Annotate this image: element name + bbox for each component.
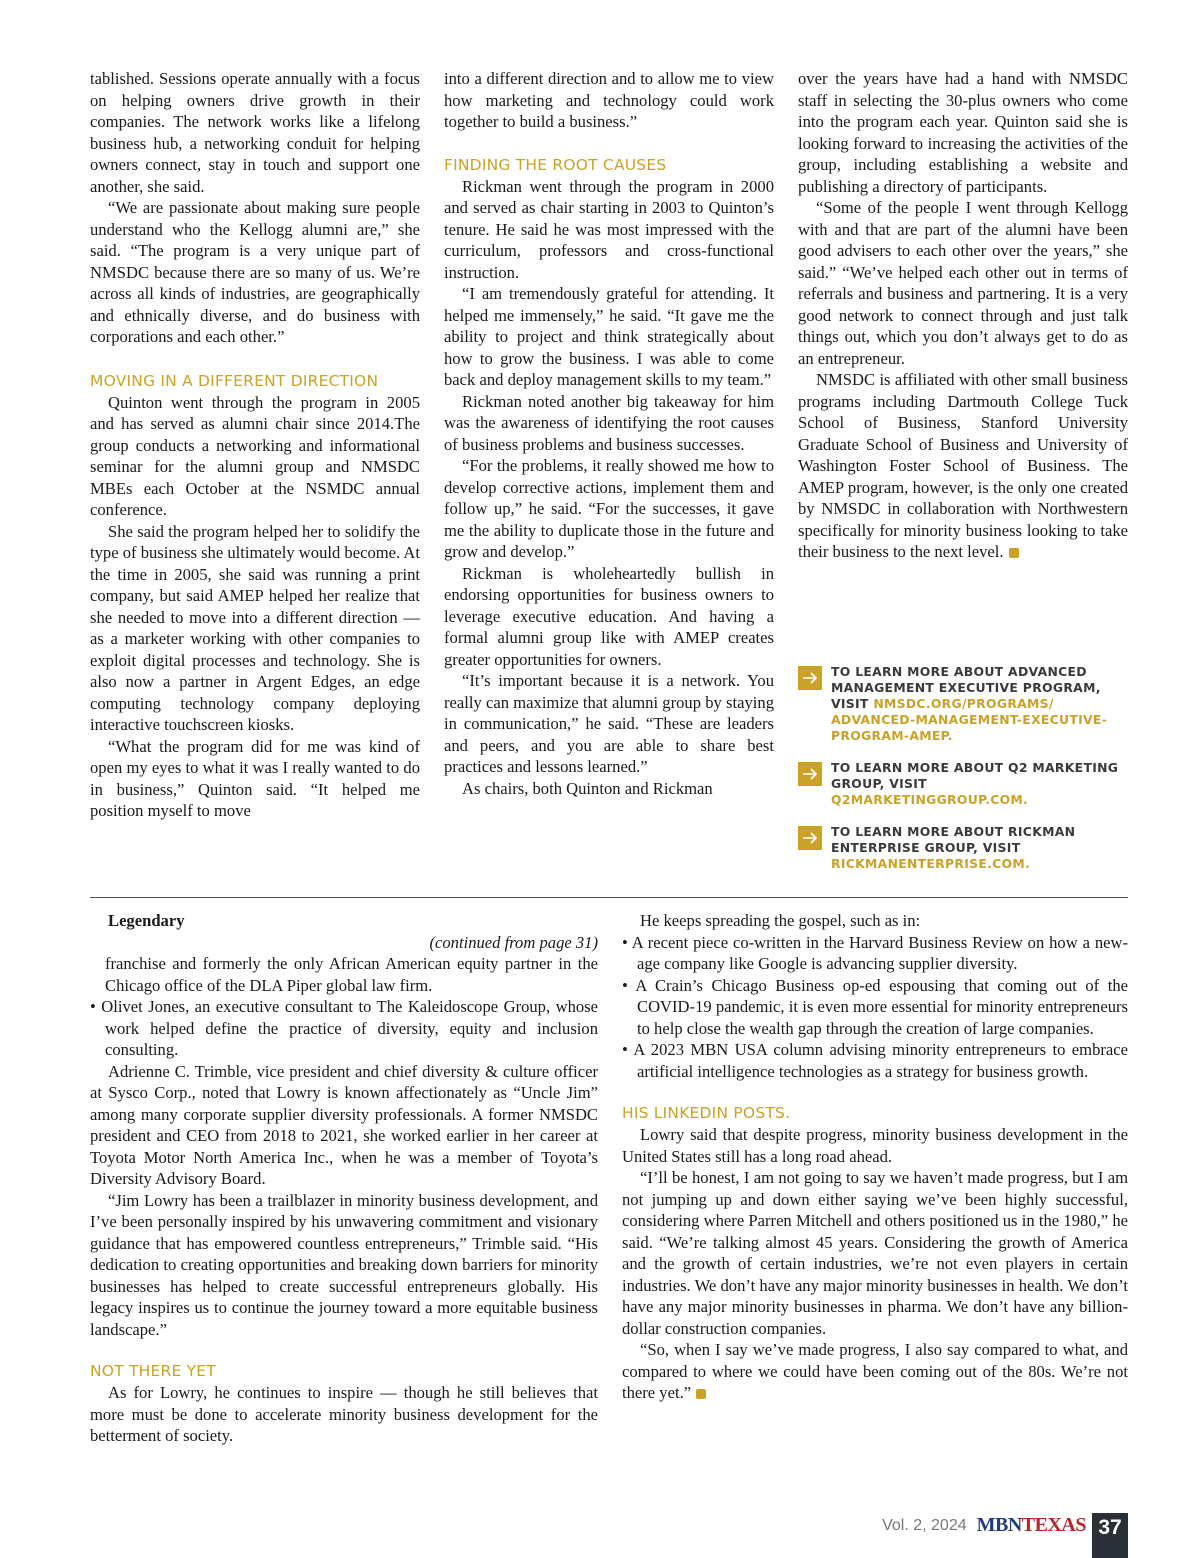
callout-text: TO LEARN MORE ABOUT Q2 MARKETING GROUP, VISIT <box>831 760 1119 791</box>
article-column-3 <box>798 68 1128 563</box>
callout-rickman <box>798 824 1128 872</box>
paragraph: into a different direction and to allow me to view how marketing and technology could work together to build a business.” <box>444 69 774 131</box>
paragraph: “What the program did for me was kind of open my eyes to what it was I really wanted to do in business,” Quinton said. “It helped me position myself to move <box>90 736 420 820</box>
arrow-right-icon <box>798 762 822 786</box>
paragraph: He keeps spreading the gospel, such as in: <box>640 911 921 930</box>
paragraph: She said the program helped her to solidify the type of business she ultimately would become. At the time in 2005, she said was running a print company, but said AMEP helped her realize that she needed to move into a different direction — as a marketer working with other companies to exploit digital processes and technology. She is also now a partner in Argent Edges, an edge computing technology company deploying interactive touchscreen kiosks. <box>90 521 420 734</box>
paragraph: “Jim Lowry has been a trailblazer in minority business development, and I’ve been personally inspired by his unwavering commitment and visionary guidance that has empowered countless entrepreneurs,” Trimble said. “His dedication to creating opportunities and breaking down barriers for minority businesses has helped to create successful entrepreneurs globally. His legacy inspires us to continue the journey toward a more equitable business landscape.” <box>90 1190 598 1339</box>
bullet-item: • Olivet Jones, an executive consultant to The Kaleidoscope Group, whose work helped define the practice of diversity, equity and inclusion consulting. <box>90 997 598 1059</box>
section-heading: FINDING THE ROOT CAUSES <box>444 155 667 174</box>
bullet-continuation: franchise and formerly the only African American equity partner in the Chicago office of the DLA Piper global law firm. <box>105 954 598 995</box>
section-heading: NOT THERE YET <box>90 1362 216 1380</box>
page-footer <box>882 1513 1128 1558</box>
bullet-item: • A Crain’s Chicago Business op-ed espousing that coming out of the COVID-19 pandemic, it is even more essential for minority entrepreneurs to help close the wealth gap through the creation of large companies. <box>622 975 1128 1038</box>
end-mark-icon <box>1009 548 1019 558</box>
paragraph: Quinton went through the program in 2005 and has served as alumni chair since 2014.The group conducts a networking and informational seminar for the alumni group and NMSDC MBEs each October at the NSMDC annual conference. <box>90 392 420 519</box>
paragraph: As chairs, both Quinton and Rickman <box>462 778 713 798</box>
callout-q2 <box>798 760 1128 808</box>
callout-text: TO LEARN MORE ABOUT ADVANCED MANAGEMENT EXECUTIVE PROGRAM, VISIT <box>831 664 1101 711</box>
article-column-1 <box>90 68 420 822</box>
paragraph: “For the problems, it really showed me how to develop corrective actions, implement them and follow up,” he said. “For the successes, it gave me the ability to duplicate those in the future and grow and develop.” <box>444 456 774 561</box>
paragraph: Rickman noted another big takeaway for him was the awareness of identifying the root causes of business problems and business successes. <box>444 391 774 454</box>
section-divider <box>90 897 1128 898</box>
bullet-item: • A 2023 MBN USA column advising minority entrepreneurs to embrace artificial intelligence technologies as a strategy for business growth. <box>622 1040 1128 1081</box>
paragraph <box>622 1339 1128 1404</box>
callout-amep <box>798 664 1128 744</box>
logo-mbn: MBN <box>976 1514 1022 1536</box>
bullet-item: • A recent piece co-written in the Harvard Business Review on how a new-age company like Google is advancing supplier diversity. <box>622 932 1128 973</box>
paragraph: Rickman went through the program in 2000 and served as chair starting in 2003 to Quinton’s tenure. He said he was most impressed with the curriculum, professors and cross-functional instruction. <box>444 176 774 282</box>
paragraph: Adrienne C. Trimble, vice president and chief diversity & culture officer at Sysco Corp., noted that Lowry is known affectionately as “Uncle Jim” among many corporate supplier diversity professionals. A former NMSDC president and CEO from 2018 to 2021, she worked earlier in her career at Toyota Motor North America Inc., when he was a member of Toyota’s Diversity Advisory Board. <box>90 1061 598 1188</box>
arrow-right-icon <box>798 666 822 690</box>
article-title: Legendary <box>108 911 185 930</box>
learn-more-callouts <box>798 664 1128 888</box>
magazine-logo <box>977 1514 1086 1537</box>
section-heading: MOVING IN A DIFFERENT DIRECTION <box>90 371 379 390</box>
paragraph: “I’ll be honest, I am not going to say we haven’t made progress, but I am not jumping up and down either saying we’ve been highly successful, considering where Parren Mitchell and others positioned us in the 1980,” he said. “We’re talking almost 45 years. Considering the growth of America and the growth of certain industries, we’re not even players in certain industries. We don’t have any major minority businesses in health. We don’t have any major minority businesses in pharma. We don’t have any billion-dollar construction companies. <box>622 1168 1128 1338</box>
end-mark-icon <box>696 1389 706 1399</box>
callout-text: TO LEARN MORE ABOUT RICKMAN ENTERPRISE GROUP, VISIT <box>831 824 1076 855</box>
amep-link[interactable]: NMSDC.ORG/PROGRAMS/ ADVANCED-MANAGEMENT-EXECUTIVE-PROGRAM-AMEP. <box>831 696 1108 743</box>
paragraph: “We are passionate about making sure people understand who the Kellogg alumni are,” she said. “The program is a very unique part of NMSDC because there are so many of us. We’re across all kinds of industries, are geographically and ethnically diverse, and do business with corporations and each other.” <box>90 198 420 346</box>
paragraph: “Some of the people I went through Kellogg with and that are part of the alumni have been good advisers to each other over the years,” she said.” “We’ve helped each other out in terms of referrals and business and partnering. It is a very good network to connect through and just talk things out, which you don’t always get to do as an entrepreneur. <box>798 198 1128 368</box>
paragraph <box>798 369 1128 563</box>
paragraph: “It’s important because it is a network. You really can maximize that alumni group by staying in communication,” he said. “These are leaders and peers, and you are able to share best practices and lessons learned.” <box>444 671 774 776</box>
paragraph-text: “So, when I say we’ve made progress, I also say compared to what, and compared to where we could have been coming out of the 80s. We’re not there yet.” <box>622 1340 1128 1402</box>
continued-note: (continued from page 31) <box>429 932 598 952</box>
legendary-column-right <box>622 910 1128 1404</box>
logo-texas: TEXAS <box>1021 1514 1086 1536</box>
rickman-link[interactable]: RICKMANENTERPRISE.COM. <box>831 856 1031 871</box>
paragraph: Rickman is wholeheartedly bullish in endorsing opportunities for business owners to leverage executive education. And having a formal alumni group like with AMEP creates greater opportunities for owners. <box>444 563 774 669</box>
paragraph: Lowry said that despite progress, minority business development in the United States still has a long road ahead. <box>622 1125 1128 1166</box>
paragraph: over the years have had a hand with NMSDC staff in selecting the 30-plus owners who come into the program each year. Quinton said she is looking forward to increasing the activities of the group, including establishing a website and publishing a directory of participants. <box>798 69 1128 196</box>
section-heading: HIS LINKEDIN POSTS. <box>622 1104 791 1122</box>
article-column-2 <box>444 68 774 799</box>
paragraph: As for Lowry, he continues to inspire — though he still believes that more must be done to accelerate minority business development for the betterment of society. <box>90 1383 598 1445</box>
page-number: 37 <box>1092 1513 1128 1558</box>
paragraph-text: NMSDC is affiliated with other small business programs including Dartmouth College Tuck School of Business, Stanford University Graduate School of Business and University of Washington Foster School of Business. The AMEP program, however, is the only one created by NMSDC in collaboration with Northwestern specifically for minority business looking to take their business to the next level. <box>798 370 1128 561</box>
volume-label: Vol. 2, 2024 <box>882 1517 967 1534</box>
paragraph: “I am tremendously grateful for attending. It helped me immensely,” he said. “It gave me the ability to project and think strategically about how to grow the business. I was able to come back and deploy management skills to my team.” <box>444 284 774 389</box>
paragraph: tablished. Sessions operate annually with a focus on helping owners drive growth in their companies. The network works like a lifelong business hub, a networking conduit for helping owners connect, stay in touch and support one another, she said. <box>90 69 420 196</box>
q2-link[interactable]: Q2MARKETINGGROUP.COM. <box>831 792 1029 807</box>
legendary-column-left <box>90 910 598 1447</box>
arrow-right-icon <box>798 826 822 850</box>
